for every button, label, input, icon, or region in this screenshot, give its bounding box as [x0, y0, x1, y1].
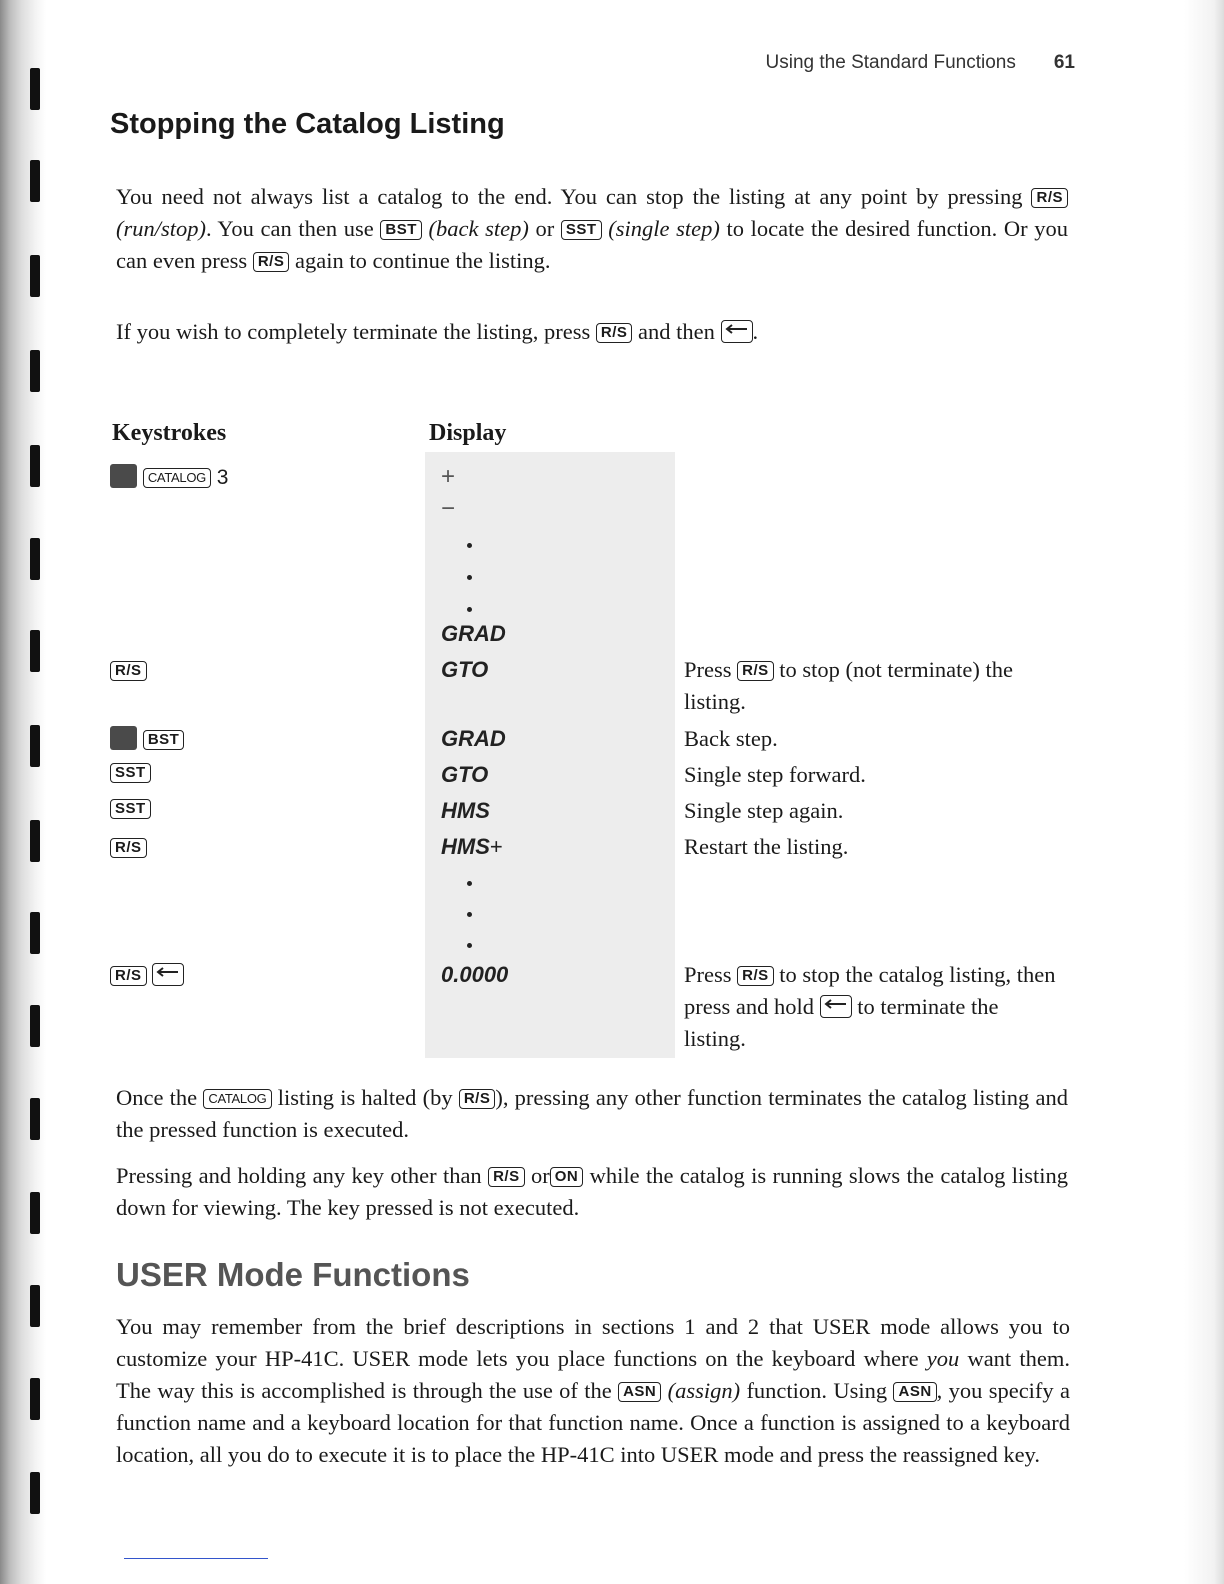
- paragraph-pressing-holding: Pressing and holding any key other than R/S or ON while the catalog is running slows the catalog listing down for viewing. The key pressed is not executed.: [116, 1163, 1068, 1220]
- rs-key: R/S: [737, 661, 774, 681]
- display-minus: −: [441, 495, 456, 522]
- binding-hole: [30, 255, 40, 297]
- catalog-key: CATALOG: [143, 468, 211, 488]
- paragraph-terminate: If you wish to completely terminate the listing, press R/S and then .: [116, 319, 759, 344]
- note-terminate: Press R/S to stop the catalog listing, then press and hold to terminate the listing.: [684, 962, 1056, 1051]
- note-stop-listing: Press R/S to stop (not terminate) the listing.: [684, 657, 1013, 714]
- section-heading-stopping: Stopping the Catalog Listing: [110, 108, 505, 140]
- display-gto: GTO: [441, 657, 489, 682]
- binding-hole: [30, 1098, 40, 1140]
- keystroke-rs: [110, 659, 147, 683]
- display-hms-plus: HMS+: [441, 834, 503, 859]
- note-single-step-again: Single step again.: [684, 798, 844, 823]
- section-name: Using the Standard Functions: [765, 52, 1016, 73]
- keystroke-sst: [110, 797, 151, 821]
- backspace-arrow-icon: [820, 995, 852, 1018]
- display-ellipsis-dot: [467, 607, 472, 612]
- page-edge-shadow: [1184, 0, 1224, 1584]
- rs-key: R/S: [110, 661, 147, 681]
- binding-hole: [30, 630, 40, 672]
- rs-key: R/S: [737, 966, 774, 986]
- note-single-step-forward: Single step forward.: [684, 762, 866, 787]
- rs-key: R/S: [488, 1167, 525, 1187]
- sst-key: SST: [561, 220, 602, 240]
- binding-hole: [30, 1472, 40, 1514]
- keystroke-sst: [110, 761, 151, 785]
- display-ellipsis-dot: [467, 912, 472, 917]
- binding-hole: [30, 445, 40, 487]
- keystroke-shift-bst: [110, 726, 184, 752]
- rs-key: R/S: [253, 252, 290, 272]
- keystroke-rs-backarrow: [110, 963, 184, 988]
- asn-key: ASN: [893, 1382, 936, 1402]
- rs-key: R/S: [110, 966, 147, 986]
- binding-hole: [30, 725, 40, 767]
- column-header-keystrokes: Keystrokes: [112, 420, 227, 446]
- page-number: 61: [1053, 52, 1075, 73]
- on-key: ON: [550, 1167, 584, 1187]
- rs-key: R/S: [596, 323, 633, 343]
- paragraph-user-mode: You may remember from the brief descriptions in sections 1 and 2 that USER mode allows you to customize your HP-41C. USER mode lets you place functions on the keyboard where you want them. The way this is accomplished is through the use of the ASN (assign) function. Using ASN , you specify a function name and a keyboard location for that function name. Once a function is assigned to a keyboard location, all you do to execute it is to place the HP-41C into USER mode and press the reassigned key.: [116, 1314, 1070, 1467]
- binding-hole: [30, 350, 40, 392]
- paragraph-stopping-1: You need not always list a catalog to the end. You can stop the listing at any point by pressing R/S (run/stop). You can then use BST (back step) or SST (single step) to locate the desired function. Or you can even press R/S again to continue the listing.: [116, 184, 1069, 273]
- binding-hole: [30, 1192, 40, 1234]
- display-grad: GRAD: [441, 621, 506, 646]
- rs-key: R/S: [459, 1089, 496, 1109]
- binding-hole: [30, 1285, 40, 1327]
- column-header-display: Display: [429, 420, 507, 446]
- binding-hole: [30, 912, 40, 954]
- shift-key: [110, 726, 137, 750]
- binding-shadow: [0, 0, 46, 1584]
- backspace-arrow-icon: [152, 963, 184, 986]
- running-header: [0, 52, 1075, 74]
- rs-key: R/S: [110, 838, 147, 858]
- binding-hole: [30, 1378, 40, 1420]
- footer-line: [124, 1558, 268, 1559]
- rs-key: R/S: [1031, 188, 1068, 208]
- keystroke-rs: [110, 836, 147, 860]
- display-grad: GRAD: [441, 726, 506, 751]
- bst-key: BST: [143, 730, 185, 750]
- bst-key: BST: [380, 220, 422, 240]
- binding-hole: [30, 538, 40, 580]
- binding-hole: [30, 68, 40, 110]
- display-ellipsis-dot: [467, 943, 472, 948]
- note-back-step: Back step.: [684, 726, 778, 751]
- catalog-key: CATALOG: [203, 1089, 271, 1109]
- paragraph-catalog-halted: Once the CATALOG listing is halted (by R/S ), pressing any other function terminates the catalog listing and the pressed function is executed.: [116, 1085, 1068, 1142]
- note-restart: Restart the listing.: [684, 834, 849, 859]
- display-zero: 0.0000: [441, 962, 509, 987]
- display-ellipsis-dot: [467, 543, 472, 548]
- display-ellipsis-dot: [467, 881, 472, 886]
- asn-key: ASN: [618, 1382, 661, 1402]
- binding-hole: [30, 820, 40, 862]
- display-hms: HMS: [441, 798, 490, 823]
- display-ellipsis-dot: [467, 575, 472, 580]
- binding-hole: [30, 160, 40, 202]
- display-gto: GTO: [441, 762, 489, 787]
- shift-key: [110, 464, 137, 488]
- section-heading-user-mode: USER Mode Functions: [116, 1256, 470, 1293]
- backspace-arrow-icon: [721, 320, 753, 343]
- sst-key: SST: [110, 799, 151, 819]
- binding-hole: [30, 1005, 40, 1047]
- sst-key: SST: [110, 763, 151, 783]
- keystroke-shift-catalog-3: CATALOG 3: [110, 464, 228, 490]
- display-plus: +: [441, 463, 456, 490]
